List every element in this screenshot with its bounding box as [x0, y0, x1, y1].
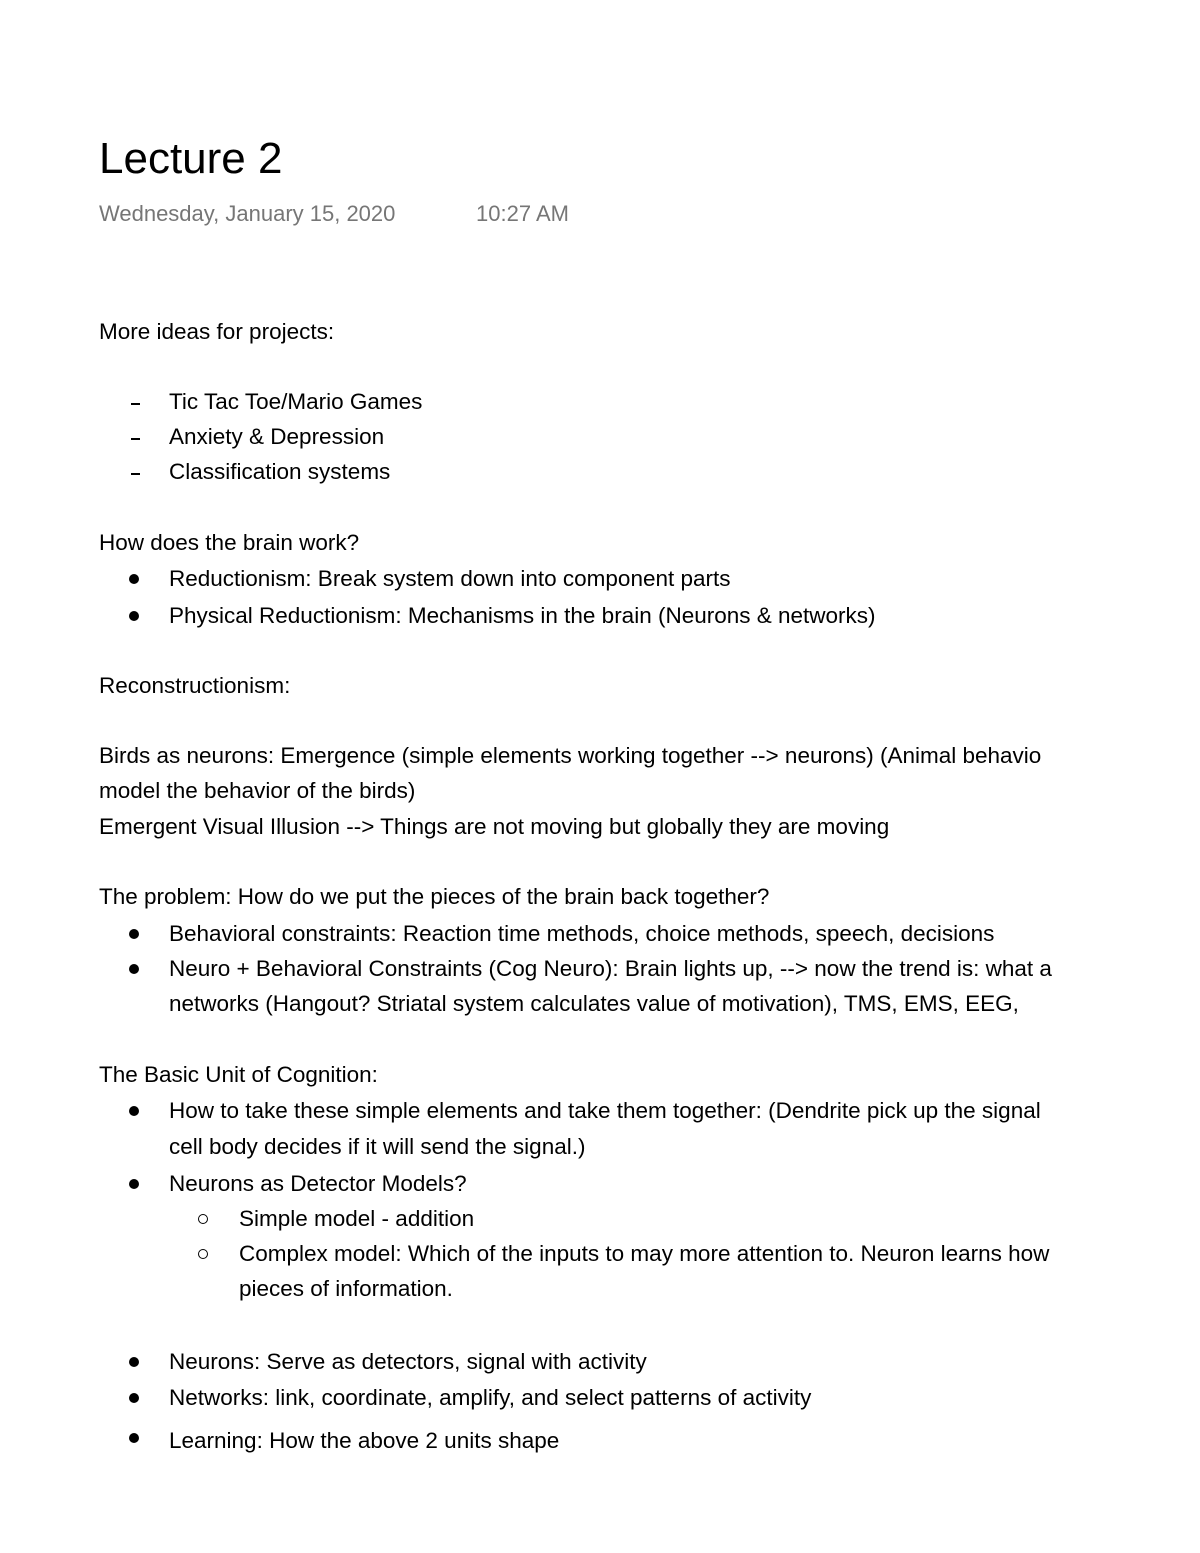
- problem-item: Neuro + Behavioral Constraints (Cog Neuro): Brain lights up, --> now the trend is: what a: [169, 956, 1052, 981]
- problem-heading: The problem: How do we put the pieces of the brain back together?: [99, 884, 770, 909]
- basic-unit-item: Neurons: Serve as detectors, signal with activity: [169, 1349, 647, 1374]
- bullet-marker: [129, 1106, 139, 1116]
- illusion-line: Emergent Visual Illusion --> Things are not moving but globally they are moving: [99, 814, 890, 839]
- bullet-marker: [129, 964, 139, 974]
- birds-line: model the behavior of the birds): [99, 778, 416, 803]
- sub-bullet-marker: [198, 1214, 208, 1224]
- project-item: Anxiety & Depression: [169, 424, 385, 449]
- dash-marker: [131, 438, 140, 440]
- bullet-marker: [129, 1357, 139, 1367]
- basic-unit-item: How to take these simple elements and take them together: (Dendrite pick up the signal: [169, 1098, 1041, 1123]
- birds-line: Birds as neurons: Emergence (simple elements working together --> neurons) (Animal behavio: [99, 743, 1042, 768]
- dash-marker: [131, 403, 140, 405]
- note-date: Wednesday, January 15, 2020: [99, 201, 396, 226]
- basic-unit-item: Networks: link, coordinate, amplify, and select patterns of activity: [169, 1385, 812, 1410]
- note-time: 10:27 AM: [476, 201, 569, 226]
- bullet-marker: [129, 1179, 139, 1189]
- brain-item: Physical Reductionism: Mechanisms in the brain (Neurons & networks): [169, 603, 876, 628]
- bullet-marker: [129, 929, 139, 939]
- page-title: Lecture 2: [99, 134, 283, 183]
- bullet-marker: [129, 1433, 139, 1443]
- reconstruction-heading: Reconstructionism:: [99, 673, 291, 698]
- bullet-marker: [129, 611, 139, 621]
- problem-item-continued: networks (Hangout? Striatal system calculates value of motivation), TMS, EMS, EEG,: [169, 991, 1019, 1016]
- problem-item: Behavioral constraints: Reaction time methods, choice methods, speech, decisions: [169, 921, 995, 946]
- clipped-last-line: [0, 1427, 1200, 1453]
- dash-marker: [131, 473, 140, 475]
- bullet-marker: [129, 574, 139, 584]
- basic-unit-heading: The Basic Unit of Cognition:: [99, 1062, 378, 1087]
- sub-bullet-marker: [198, 1249, 208, 1259]
- sub-item-continued: pieces of information.: [239, 1276, 453, 1301]
- sub-item: Simple model - addition: [239, 1206, 475, 1231]
- brain-heading: How does the brain work?: [99, 530, 360, 555]
- sub-item: Complex model: Which of the inputs to may more attention to. Neuron learns how: [239, 1241, 1050, 1266]
- project-item: Classification systems: [169, 459, 391, 484]
- projects-heading: More ideas for projects:: [99, 319, 335, 344]
- bullet-marker: [129, 1393, 139, 1403]
- project-item: Tic Tac Toe/Mario Games: [169, 389, 423, 414]
- brain-item: Reductionism: Break system down into component parts: [169, 566, 731, 591]
- basic-unit-item-continued: cell body decides if it will send the signal.): [169, 1134, 586, 1159]
- basic-unit-item: Neurons as Detector Models?: [169, 1171, 467, 1196]
- basic-unit-item-partial: Learning: How the above 2 units shape: [169, 1428, 560, 1453]
